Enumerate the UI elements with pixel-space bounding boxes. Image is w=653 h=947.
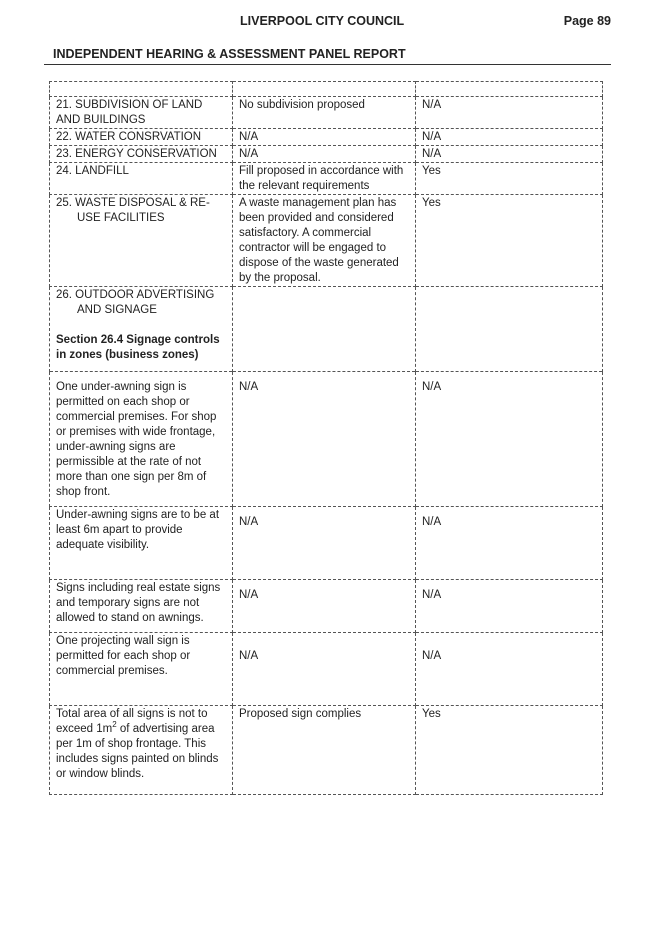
proposal-cell: N/A: [233, 129, 416, 146]
control-cell: Total area of all signs is not to exceed $1m^2$ of advertising area per 1m of shop frontage. This includes signs painted on blinds or window blinds.: [50, 706, 233, 795]
complies-cell: Yes: [416, 706, 603, 795]
control-cell: Signs including real estate signs and temporary signs are not allowed to stand on awnings.: [50, 580, 233, 633]
complies-cell: N/A: [416, 146, 603, 163]
assessment-table: [49, 81, 603, 795]
table-row: [50, 507, 603, 580]
proposal-cell: A waste management plan has been provided and considered satisfactory. A commercial contractor will be engaged to dispose of the waste generated by the proposal.: [233, 195, 416, 287]
proposal-cell: N/A: [233, 507, 416, 580]
empty-cell: [416, 82, 603, 97]
table-row: [50, 195, 603, 287]
report-title: INDEPENDENT HEARING & ASSESSMENT PANEL REPORT: [53, 47, 406, 61]
complies-cell: Yes: [416, 195, 603, 287]
proposal-cell: N/A: [233, 146, 416, 163]
item-cell: [50, 146, 233, 163]
item-cell: 22. WATER CONSRVATION: [50, 129, 233, 146]
complies-cell: N/A: [416, 129, 603, 146]
empty-cell: [50, 82, 233, 97]
table-row: [50, 146, 603, 163]
complies-cell: N/A: [416, 633, 603, 706]
table-row: [50, 633, 603, 706]
table-row: [50, 580, 603, 633]
item-text: 21. SUBDIVISION OF LAND AND BUILDINGS: [56, 99, 203, 126]
empty-cell: [233, 82, 416, 97]
control-cell: One under-awning sign is permitted on each shop or commercial premises. For shop or premises with wide frontage, under-awning signs are permissible at the rate of not more than one sign per 8m of shop front.: [50, 372, 233, 507]
table-header-row: [50, 82, 603, 97]
item-cell: 24. LANDFILL: [50, 163, 233, 195]
proposal-cell: [233, 287, 416, 372]
complies-cell: N/A: [416, 507, 603, 580]
table-row: [50, 706, 603, 795]
table-row: [50, 97, 603, 129]
council-name: LIVERPOOL CITY COUNCIL: [240, 14, 405, 28]
complies-cell: N/A: [416, 97, 603, 129]
control-cell: Under-awning signs are to be at least 6m apart to provide adequate visibility.: [50, 507, 233, 580]
proposal-cell: No subdivision proposed: [233, 97, 416, 129]
item-cell: [50, 97, 233, 129]
proposal-cell: N/A: [233, 633, 416, 706]
complies-cell: N/A: [416, 372, 603, 507]
table-row: [50, 163, 603, 195]
proposal-cell: Fill proposed in accordance with the relevant requirements: [233, 163, 416, 195]
item-cell: [50, 287, 233, 372]
control-cell: One projecting wall sign is permitted for each shop or commercial premises.: [50, 633, 233, 706]
table-row: [50, 129, 603, 146]
complies-cell: [416, 287, 603, 372]
page-number: Page 89: [563, 14, 611, 28]
proposal-cell: Proposed sign complies: [233, 706, 416, 795]
complies-cell: Yes: [416, 163, 603, 195]
header-divider: [44, 64, 611, 65]
proposal-cell: N/A: [233, 372, 416, 507]
item-cell: [50, 195, 233, 287]
complies-cell: N/A: [416, 580, 603, 633]
proposal-cell: N/A: [233, 580, 416, 633]
section-heading: Section 26.4 Signage controls in zones (business zones): [56, 334, 220, 361]
table-row: [50, 287, 603, 372]
item-text: 23. ENERGY CONSERVATION: [56, 148, 217, 160]
table-row: [50, 372, 603, 507]
item-text: 26. OUTDOOR ADVERTISING AND SIGNAGE: [56, 289, 215, 316]
item-text: 25. WASTE DISPOSAL & RE-USE FACILITIES: [56, 197, 210, 224]
